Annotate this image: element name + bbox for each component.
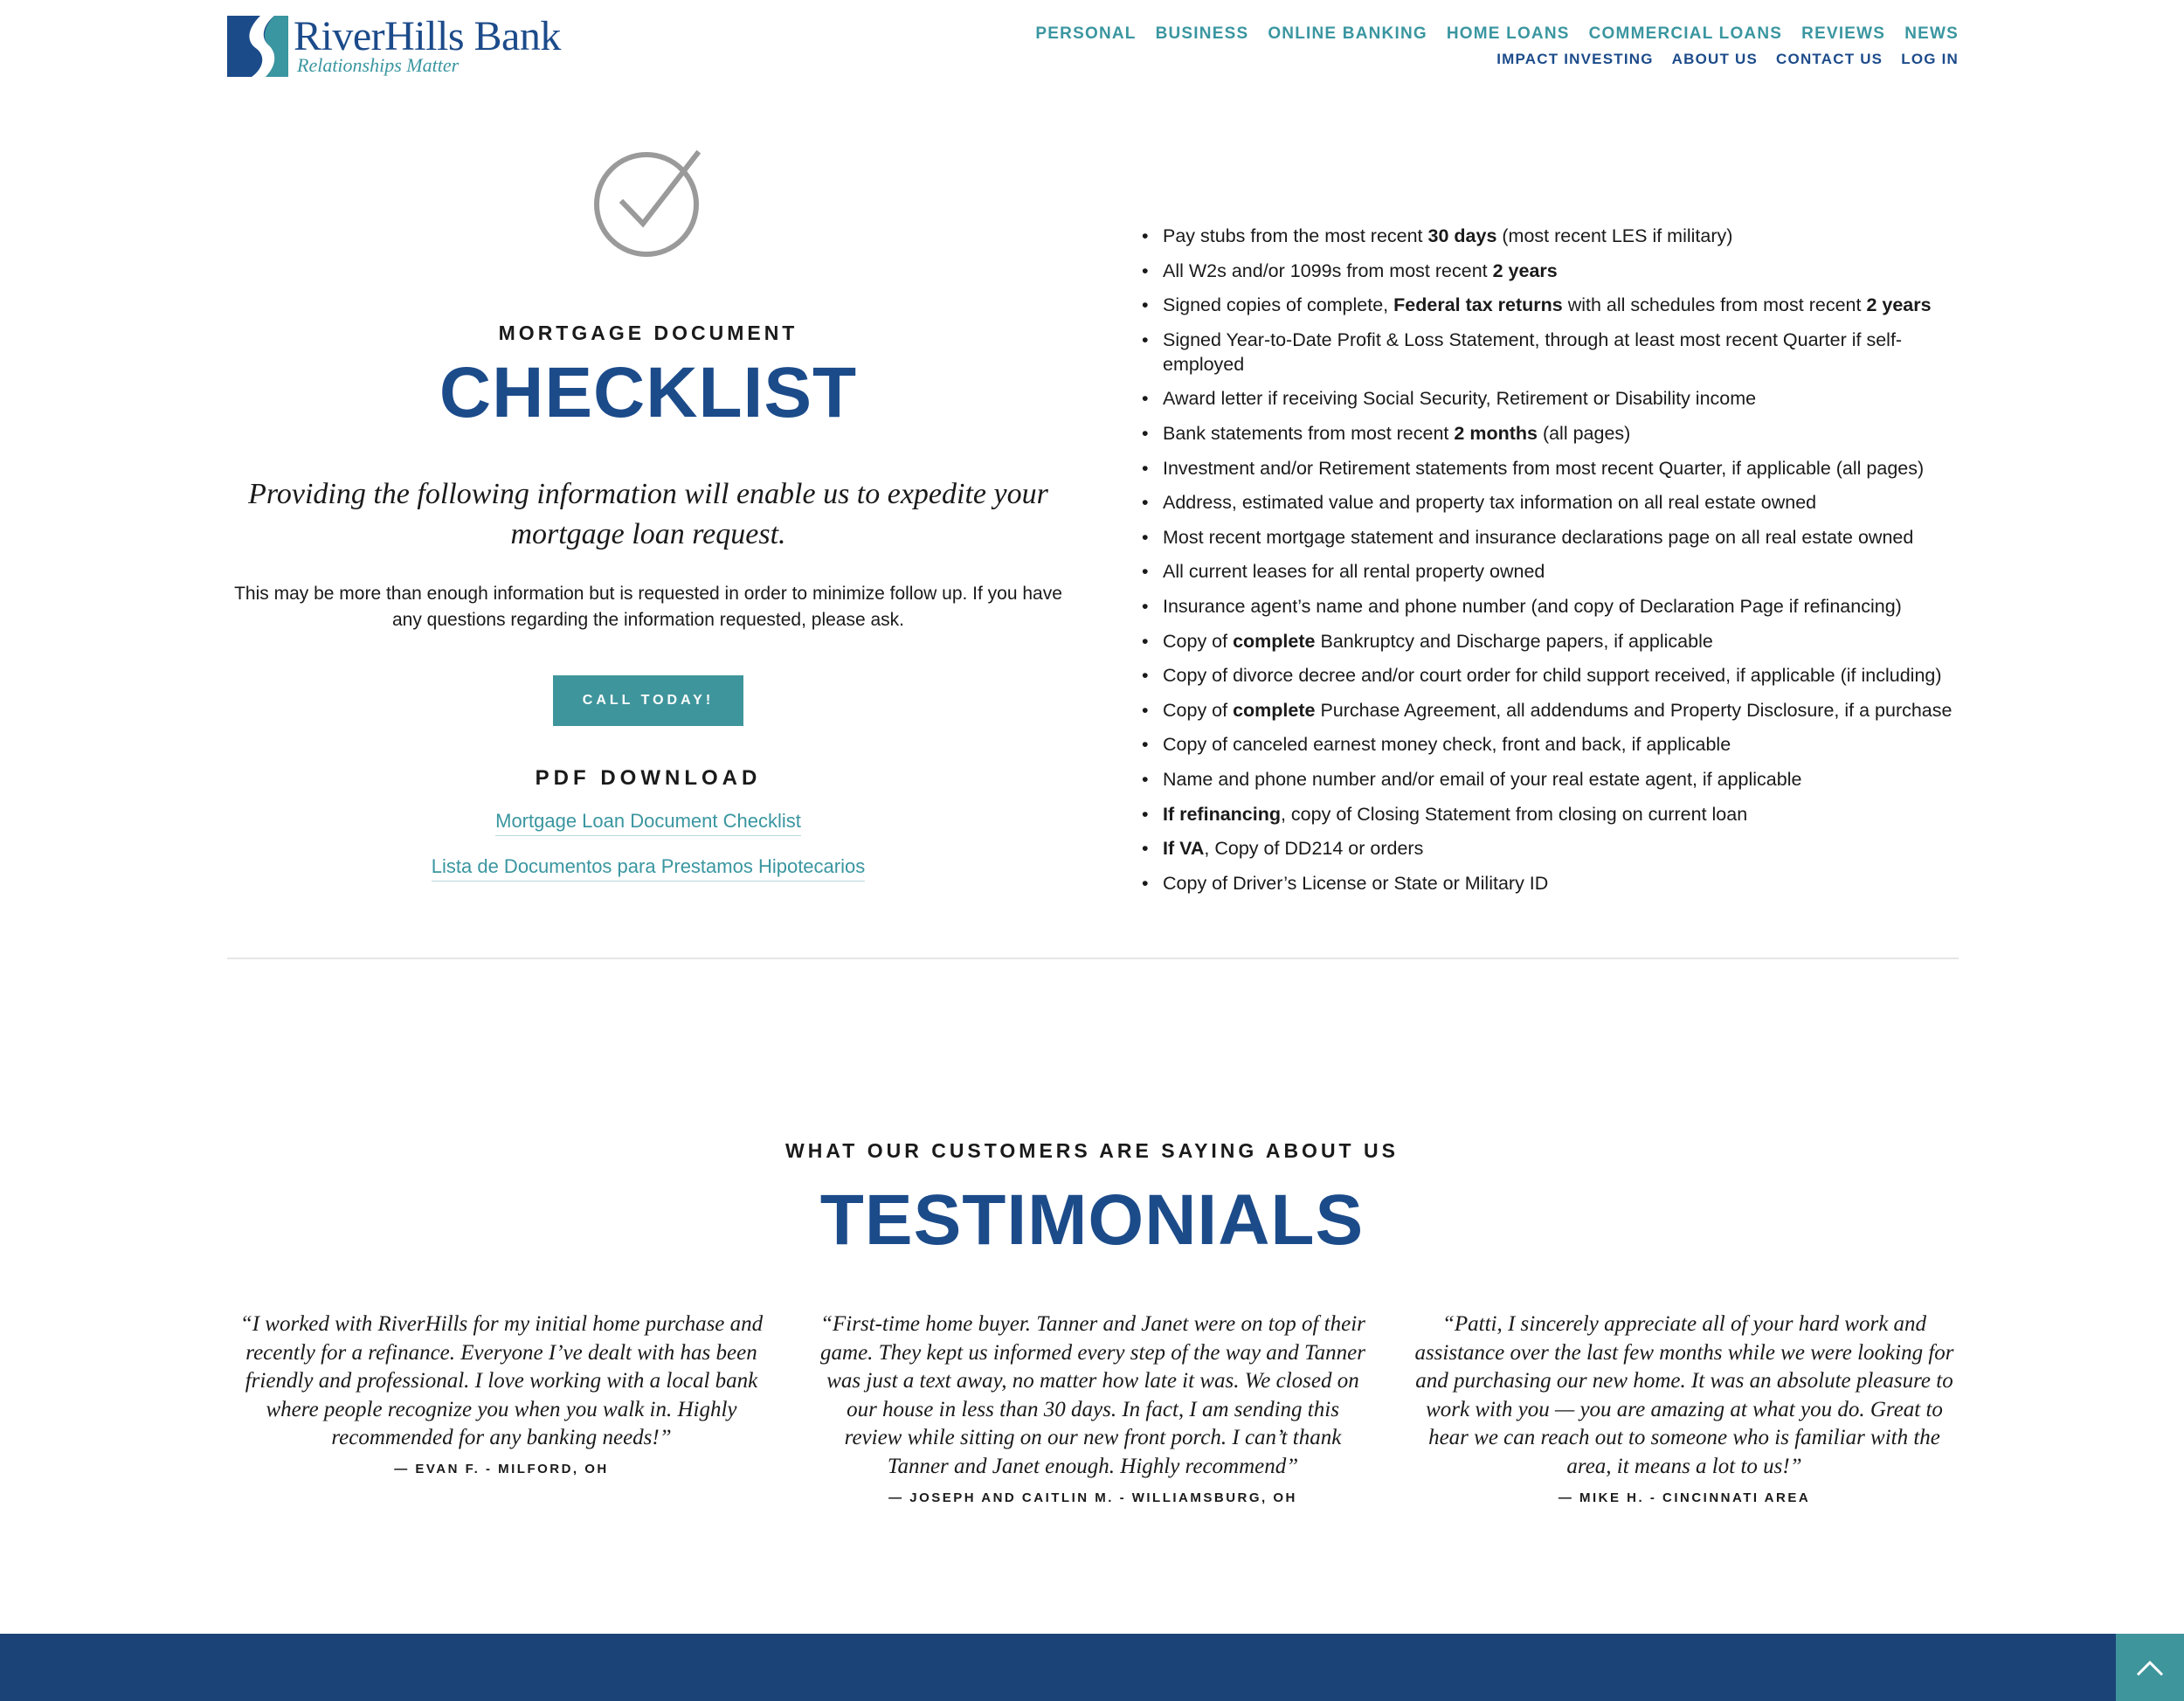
requirement-emphasis: complete xyxy=(1233,699,1316,721)
requirement-text: Copy of xyxy=(1163,699,1234,721)
section-divider xyxy=(227,958,1959,959)
requirement-text: All W2s and/or 1099s from most recent xyxy=(1163,259,1493,281)
nav-business[interactable]: BUSINESS xyxy=(1155,24,1249,43)
requirement-emphasis: 30 days xyxy=(1427,225,1497,246)
checklist-note: This may be more than enough information but is requested in order to minimize follow up. If you have any questions regarding the information requested, please ask. xyxy=(234,584,1062,630)
requirement-text: Purchase Agreement, all addendums and Property Disclosure, if a purchase xyxy=(1315,699,1952,721)
requirement-item xyxy=(1139,293,1960,317)
testimonials-eyebrow: WHAT OUR CUSTOMERS ARE SAYING ABOUT US xyxy=(785,1139,1399,1162)
requirement-item xyxy=(1139,698,1960,723)
testimonials-grid xyxy=(227,1310,1959,1505)
nav-home-loans[interactable]: HOME LOANS xyxy=(1446,24,1570,43)
checklist-lead: Providing the following information will enable us to expedite your mortgage loan request. xyxy=(248,478,1048,550)
checklist-intro xyxy=(227,149,1069,882)
requirement-text: All current leases for all rental property owned xyxy=(1163,561,1545,583)
pdf-link-spanish[interactable]: Lista de Documentos para Prestamos Hipotecarios xyxy=(432,855,865,882)
requirement-text: (most recent LES if military) xyxy=(1496,225,1733,246)
requirement-text: , copy of Closing Statement from closing on current loan xyxy=(1280,803,1748,825)
requirement-emphasis: If refinancing xyxy=(1163,803,1281,825)
nav-impact-investing[interactable]: IMPACT INVESTING xyxy=(1496,51,1654,67)
brand-tagline: Relationships Matter xyxy=(297,54,460,76)
requirement-item xyxy=(1139,525,1960,550)
testimonial-author: — EVAN F. - MILFORD, OH xyxy=(394,1461,609,1476)
nav-commercial-loans[interactable]: COMMERCIAL LOANS xyxy=(1588,24,1783,43)
nav-log-in[interactable]: LOG IN xyxy=(1901,51,1959,67)
requirement-item xyxy=(1139,836,1960,861)
back-to-top-button[interactable] xyxy=(2116,1634,2184,1701)
requirement-text: Bank statements from most recent xyxy=(1163,422,1455,444)
testimonial-quote: “Patti, I sincerely appreciate all of your hard work and assistance over the last few months while we were looking for and purchasing our new home. It was an absolute pleasure to work with you — you are amazing at what you do. Great to hear we can reach out to someone who is familiar with the area, it means a lot to us!” xyxy=(1414,1312,1954,1478)
nav-contact-us[interactable]: CONTACT US xyxy=(1776,51,1883,67)
nav-about-us[interactable]: ABOUT US xyxy=(1671,51,1759,67)
requirement-text: , Copy of DD214 or orders xyxy=(1204,838,1424,860)
requirement-item xyxy=(1139,732,1960,757)
requirement-text: with all schedules from most recent xyxy=(1562,294,1867,316)
primary-nav xyxy=(1035,24,1959,44)
testimonial-quote: “First-time home buyer. Tanner and Janet were on top of their game. They kept us informed every step of the way and Tanner was just a text away, no matter how late it was. We closed on our house in less than 30 days. In fact, I am sending this review while sitting on our new front porch. I can’t thank Tanner and Janet enough. Highly recommend” xyxy=(820,1312,1365,1478)
testimonial-card xyxy=(819,1310,1367,1505)
requirement-item xyxy=(1139,802,1960,826)
requirement-text: Signed Year-to-Date Profit & Loss Statement, through at least most recent Quarter if self-employed xyxy=(1163,328,1903,375)
chevron-up-icon xyxy=(2135,1658,2165,1677)
testimonial-quote: “I worked with RiverHills for my initial home purchase and recently for a refinance. Everyone I’ve dealt with has been friendly and professional. I love working with a local bank where people recognize you when you walk in. Highly recommended for any banking needs!” xyxy=(239,1312,764,1450)
requirement-item xyxy=(1139,629,1960,653)
requirement-item xyxy=(1139,767,1960,792)
site-header xyxy=(227,13,1959,86)
requirement-text: Copy of Driver’s License or State or Military ID xyxy=(1163,872,1549,894)
requirement-text: Signed copies of complete, xyxy=(1163,294,1394,316)
requirement-item xyxy=(1139,871,1960,895)
testimonial-author: — JOSEPH AND CAITLIN M. - WILLIAMSBURG, OH xyxy=(888,1490,1297,1505)
requirements-section xyxy=(1139,224,1960,905)
footer-band xyxy=(0,1634,2184,1701)
requirement-text: Address, estimated value and property tax information on all real estate owned xyxy=(1163,492,1817,514)
requirement-item xyxy=(1139,328,1960,377)
testimonial-card xyxy=(1410,1310,1959,1505)
requirement-text: Copy of xyxy=(1163,630,1234,652)
requirement-emphasis: Federal tax returns xyxy=(1393,294,1563,316)
nav-online-banking[interactable]: ONLINE BANKING xyxy=(1268,24,1427,43)
requirement-text: Most recent mortgage statement and insurance declarations page on all real estate owned xyxy=(1163,526,1914,548)
requirement-item xyxy=(1139,663,1960,688)
requirement-item xyxy=(1139,259,1960,283)
requirement-emphasis: 2 years xyxy=(1866,294,1932,316)
requirement-item xyxy=(1139,490,1960,515)
requirements-list xyxy=(1139,224,1960,895)
requirement-text: Copy of canceled earnest money check, front and back, if applicable xyxy=(1163,734,1731,756)
requirement-text: Name and phone number and/or email of your real estate agent, if applicable xyxy=(1163,768,1802,790)
requirement-text: Copy of divorce decree and/or court order for child support received, if applicable (if including) xyxy=(1163,665,1942,687)
requirement-text: Pay stubs from the most recent xyxy=(1163,225,1428,246)
secondary-nav xyxy=(1496,51,1959,68)
call-today-button[interactable]: CALL TODAY! xyxy=(553,675,743,726)
requirement-emphasis: complete xyxy=(1233,630,1316,652)
requirement-emphasis: 2 months xyxy=(1454,422,1538,444)
requirement-emphasis: If VA xyxy=(1163,838,1205,860)
pdf-link-english[interactable]: Mortgage Loan Document Checklist xyxy=(495,810,801,836)
requirement-text: Bankruptcy and Discharge papers, if applicable xyxy=(1315,630,1713,652)
requirement-item xyxy=(1139,224,1960,248)
testimonial-author: — MIKE H. - CINCINNATI AREA xyxy=(1558,1490,1811,1505)
riverhills-logo-icon xyxy=(227,16,288,77)
checkmark-circle-icon xyxy=(594,149,702,257)
requirement-text: Investment and/or Retirement statements from most recent Quarter, if applicable (all pages) xyxy=(1163,457,1925,479)
requirement-item xyxy=(1139,421,1960,446)
testimonials-title: TESTIMONIALS xyxy=(819,1180,1365,1260)
brand-logo[interactable] xyxy=(227,13,603,79)
nav-reviews[interactable]: REVIEWS xyxy=(1801,24,1886,43)
requirement-item xyxy=(1139,456,1960,481)
pdf-download-heading: PDF DOWNLOAD xyxy=(535,766,762,790)
brand-name: RiverHills Bank xyxy=(294,13,561,59)
checklist-title: CHECKLIST xyxy=(439,353,858,432)
requirement-emphasis: 2 years xyxy=(1492,259,1558,281)
nav-personal[interactable]: PERSONAL xyxy=(1035,24,1137,43)
requirement-item xyxy=(1139,386,1960,411)
requirement-text: (all pages) xyxy=(1537,422,1631,444)
requirement-item xyxy=(1139,594,1960,619)
requirement-item xyxy=(1139,559,1960,584)
requirement-text: Insurance agent’s name and phone number (and copy of Declaration Page if refinancing) xyxy=(1163,595,1902,617)
nav-news[interactable]: NEWS xyxy=(1904,24,1959,43)
checklist-eyebrow: MORTGAGE DOCUMENT xyxy=(498,322,798,344)
testimonial-card xyxy=(227,1310,776,1505)
requirement-text: Award letter if receiving Social Security, Retirement or Disability income xyxy=(1163,388,1757,410)
